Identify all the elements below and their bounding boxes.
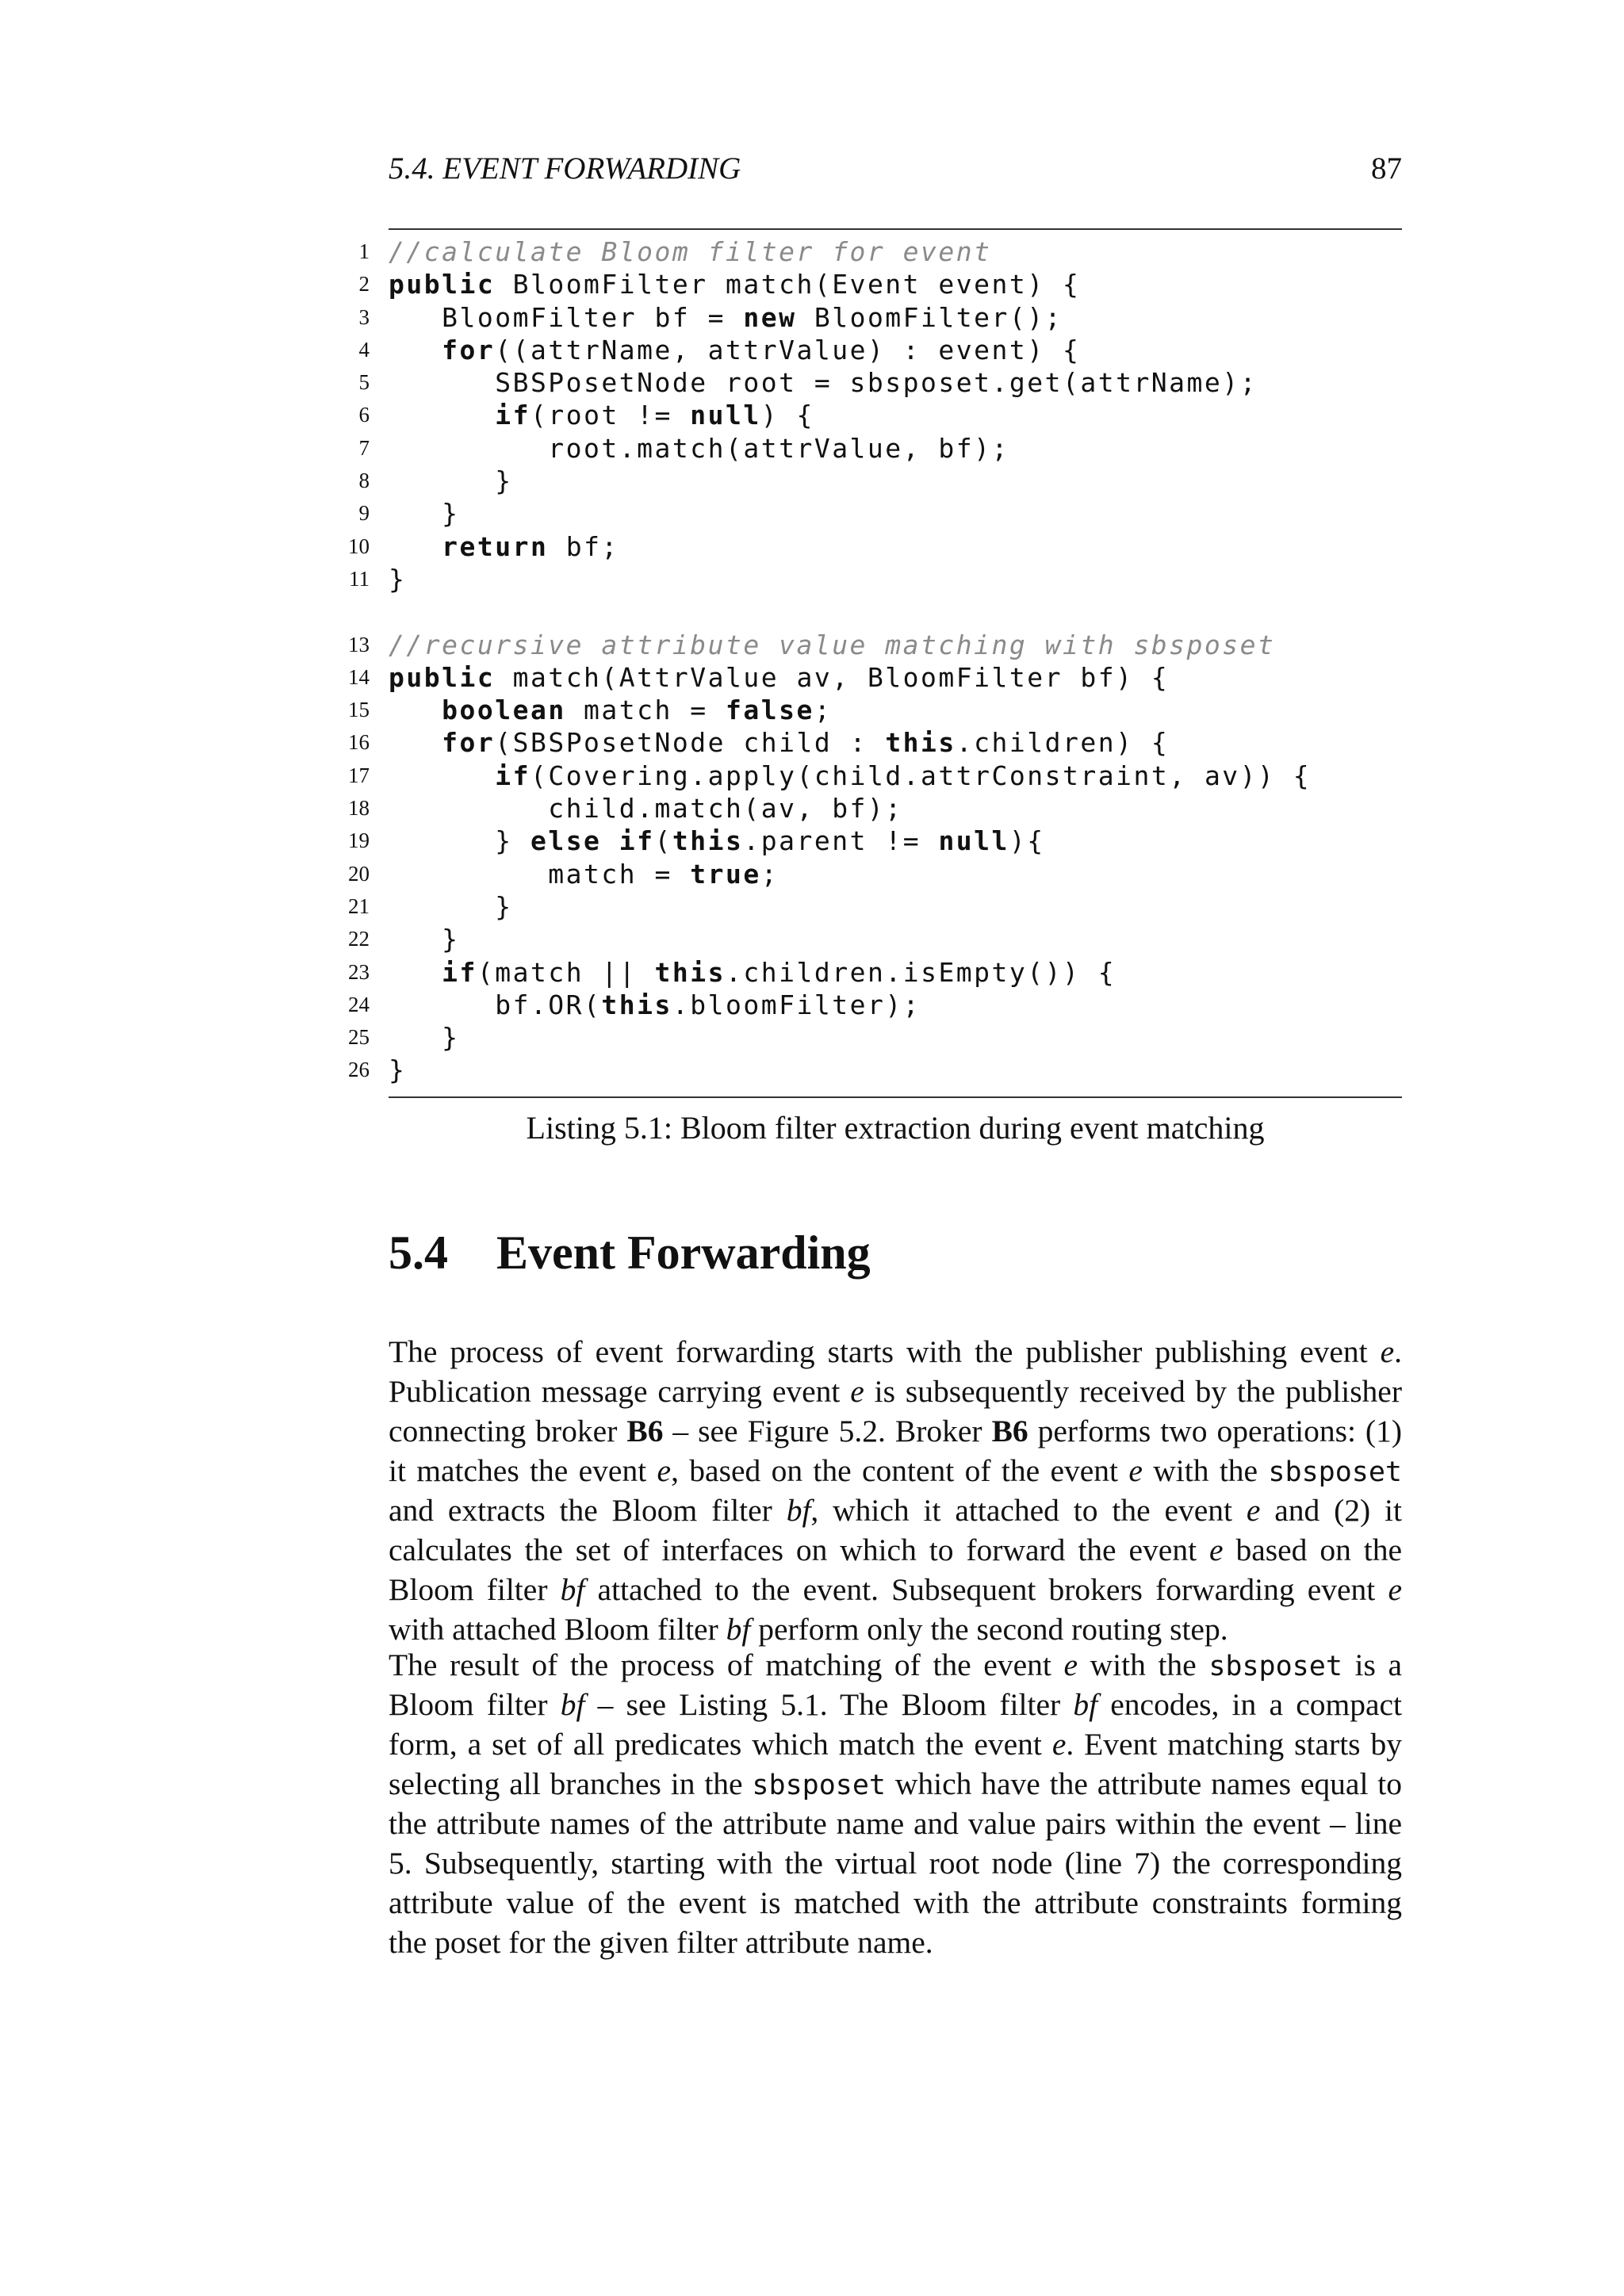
- code-segment: }: [389, 1022, 460, 1054]
- code-segment: [389, 695, 442, 725]
- code-segment: BloomFilter bf =: [389, 301, 744, 333]
- section-heading: [389, 1221, 871, 1284]
- code-keyword: this: [601, 989, 672, 1020]
- emphasis: e: [1063, 1647, 1078, 1682]
- code-segment: (SBSPosetNode child :: [495, 727, 886, 759]
- code-text: [389, 1021, 459, 1054]
- code-text: [389, 399, 814, 431]
- code-segment: }: [389, 498, 460, 530]
- text-segment: with attached Bloom filter: [389, 1612, 726, 1647]
- code-text: [389, 497, 459, 530]
- code-line: [333, 235, 1443, 268]
- code-line: [333, 399, 1443, 431]
- line-number: 6: [358, 403, 370, 427]
- code-line: [333, 923, 1443, 955]
- code-line: [333, 497, 1443, 530]
- text-line: [389, 1883, 1402, 1923]
- code-listing: [333, 235, 1443, 1087]
- code-text: [389, 726, 1169, 759]
- code-line: [333, 268, 1443, 300]
- section-title: Event Forwarding: [496, 1226, 871, 1279]
- text-segment: selecting all branches in the: [389, 1766, 753, 1801]
- text-segment: , which it attached to the event: [810, 1493, 1247, 1528]
- line-number: 25: [348, 1025, 370, 1050]
- code-text: [389, 760, 1311, 792]
- code-segment: [389, 760, 495, 791]
- code-line: [333, 334, 1443, 366]
- code-segment: .children.isEmpty()) {: [726, 956, 1116, 988]
- code-segment: (: [654, 825, 672, 857]
- code-line: [333, 989, 1443, 1021]
- text-segment: attached to the event. Subsequent brokers forwarding event: [584, 1572, 1388, 1607]
- code-segment: BloomFilter match(Event event) {: [495, 269, 1081, 300]
- text-line: [389, 1764, 1402, 1804]
- emphasis: bf: [560, 1687, 585, 1722]
- code-keyword: this: [654, 956, 726, 988]
- text-segment: the poset for the given filter attribute name.: [389, 1925, 933, 1960]
- body-paragraph-2: [389, 1645, 1402, 1962]
- code-segment: ;: [760, 858, 779, 890]
- line-number: 15: [348, 698, 370, 722]
- code-line: [333, 792, 1443, 825]
- running-head-section: 5.4. EVENT FORWARDING: [389, 151, 741, 186]
- line-number: 19: [348, 828, 370, 853]
- line-number: 5: [358, 370, 370, 395]
- text-segment: which have the attribute names equal to: [886, 1766, 1403, 1801]
- code-text: [389, 563, 406, 595]
- line-number: 21: [348, 894, 370, 918]
- code-keyword: true: [690, 858, 761, 890]
- emphasis: e: [657, 1453, 672, 1488]
- emphasis: e: [1128, 1453, 1143, 1488]
- code-line: [333, 956, 1443, 989]
- code-keyword: for: [442, 727, 496, 759]
- code-keyword: else if: [530, 825, 655, 857]
- emphasis: B6: [991, 1414, 1028, 1448]
- code-keyword: return: [442, 530, 549, 562]
- inline-code: sbsposet: [1268, 1456, 1402, 1488]
- line-number: 18: [348, 796, 370, 821]
- line-number: 23: [348, 959, 370, 984]
- inline-code: sbsposet: [1208, 1651, 1342, 1682]
- code-segment: }: [389, 465, 513, 497]
- emphasis: e: [1051, 1727, 1067, 1762]
- page-number: 87: [1371, 151, 1402, 186]
- code-text: [389, 334, 1080, 366]
- inline-code: sbsposet: [752, 1770, 886, 1801]
- code-comment: //calculate Bloom filter for event: [389, 236, 992, 267]
- line-number: 4: [358, 337, 370, 362]
- text-line: [389, 1530, 1402, 1570]
- line-number: 17: [348, 763, 370, 787]
- line-number: 16: [348, 730, 370, 755]
- code-keyword: this: [885, 727, 956, 759]
- emphasis: e: [1246, 1493, 1261, 1528]
- code-segment: }: [389, 890, 513, 922]
- code-segment: [389, 957, 442, 988]
- code-segment: .children) {: [956, 727, 1170, 759]
- emphasis: e: [850, 1374, 864, 1409]
- code-line: [333, 465, 1443, 497]
- text-line: [389, 1724, 1402, 1764]
- code-segment: ){: [1009, 825, 1045, 857]
- code-segment: [389, 400, 495, 430]
- code-segment: SBSPosetNode root = sbsposet.get(attrName);: [389, 367, 1258, 399]
- code-text: [389, 923, 459, 955]
- code-keyword: new: [743, 301, 797, 333]
- text-segment: form, a set of all predicates which match the event: [389, 1727, 1052, 1762]
- text-line: [389, 1804, 1402, 1843]
- code-text: [389, 235, 992, 268]
- emphasis: B6: [626, 1414, 664, 1448]
- code-text: [389, 629, 1275, 661]
- code-text: [389, 825, 1045, 857]
- text-segment: The result of the process of matching of the event: [389, 1647, 1064, 1682]
- text-segment: Bloom filter: [389, 1687, 561, 1722]
- text-segment: 5. Subsequently, starting with the virtual root node (line 7) the corresponding: [389, 1846, 1402, 1881]
- text-line: [389, 1570, 1402, 1609]
- code-text: [389, 989, 921, 1021]
- line-number: 22: [348, 927, 370, 951]
- code-segment: }: [389, 924, 460, 955]
- code-segment: [389, 727, 442, 758]
- code-line: [333, 629, 1443, 661]
- code-segment: match =: [565, 695, 726, 726]
- code-text: [389, 956, 1116, 989]
- text-segment: , based on the content of the event: [671, 1453, 1129, 1488]
- text-line: [389, 1645, 1402, 1685]
- text-segment: Bloom filter: [389, 1572, 561, 1607]
- text-line: [389, 1923, 1402, 1962]
- code-segment: ((attrName, attrValue) : event) {: [495, 334, 1081, 365]
- listing-bottom-rule: [389, 1096, 1402, 1098]
- text-line: [389, 1685, 1402, 1724]
- emphasis: e: [1388, 1572, 1402, 1607]
- code-segment: bf.OR(: [389, 989, 602, 1020]
- text-line: [389, 1609, 1402, 1649]
- text-segment: perform only the second routing step.: [750, 1612, 1228, 1647]
- code-keyword: boolean: [442, 695, 566, 726]
- emphasis: e: [1208, 1533, 1224, 1567]
- section-number: 5.4: [389, 1226, 448, 1279]
- code-line: [333, 595, 1443, 628]
- text-segment: it matches the event: [389, 1453, 657, 1488]
- text-segment: The process of event forwarding starts with the publisher publishing event: [389, 1334, 1381, 1369]
- text-segment: encodes, in a compact: [1097, 1687, 1402, 1722]
- code-keyword: for: [442, 334, 496, 365]
- code-keyword: if: [495, 400, 530, 431]
- code-keyword: false: [726, 695, 814, 726]
- text-line: [389, 1332, 1402, 1372]
- code-segment: BloomFilter();: [796, 301, 1063, 333]
- text-segment: performs two operations: (1): [1028, 1414, 1402, 1448]
- code-keyword: public: [389, 269, 496, 300]
- line-number: 14: [348, 664, 370, 689]
- code-text: [389, 694, 832, 726]
- code-text: [389, 858, 779, 890]
- code-line: [333, 366, 1443, 399]
- text-line: [389, 1490, 1402, 1530]
- code-segment: [389, 531, 442, 562]
- line-number: 26: [348, 1058, 370, 1082]
- text-segment: attribute value of the event is matched with the attribute constraints forming: [389, 1885, 1402, 1920]
- text-segment: – see Listing 5.1. The Bloom filter: [584, 1687, 1074, 1722]
- code-segment: match =: [389, 858, 691, 890]
- code-keyword: if: [495, 760, 530, 791]
- code-segment: (root !=: [530, 400, 691, 431]
- body-paragraph-1: [389, 1332, 1402, 1649]
- code-segment: (match ||: [477, 956, 655, 988]
- text-segment: and (2) it: [1260, 1493, 1403, 1528]
- code-text: [389, 268, 1080, 300]
- emphasis: bf: [786, 1493, 811, 1528]
- line-number: 20: [348, 861, 370, 886]
- code-line: [333, 760, 1443, 792]
- code-segment: [389, 335, 442, 365]
- text-segment: with the: [1142, 1453, 1269, 1488]
- code-segment: }: [389, 1054, 407, 1086]
- code-text: [389, 465, 513, 497]
- line-number: 2: [358, 272, 370, 297]
- line-number: 24: [348, 992, 370, 1016]
- code-line: [333, 726, 1443, 759]
- text-segment: connecting broker: [389, 1414, 627, 1448]
- text-segment: calculates the set of interfaces on which to forward the event: [389, 1533, 1209, 1567]
- line-number: 1: [358, 239, 370, 263]
- code-line: [333, 1021, 1443, 1054]
- text-line: [389, 1451, 1402, 1490]
- code-text: [389, 890, 513, 923]
- code-keyword: if: [442, 956, 477, 988]
- line-number: 10: [348, 534, 370, 558]
- text-line: [389, 1843, 1402, 1883]
- code-segment: .parent !=: [743, 825, 939, 857]
- code-line: [333, 858, 1443, 890]
- code-line: [333, 825, 1443, 857]
- code-segment: .bloomFilter);: [672, 989, 921, 1020]
- listing-caption: Listing 5.1: Bloom filter extraction during event matching: [526, 1110, 1265, 1146]
- code-line: [333, 432, 1443, 465]
- text-segment: is subsequently received by the publisher: [864, 1374, 1402, 1409]
- text-segment: .: [1394, 1334, 1402, 1369]
- emphasis: bf: [726, 1612, 751, 1647]
- code-keyword: this: [672, 825, 744, 857]
- emphasis: bf: [560, 1572, 585, 1607]
- line-number: 9: [358, 501, 370, 526]
- code-text: [389, 366, 1258, 399]
- code-text: [389, 530, 619, 563]
- emphasis: bf: [1073, 1687, 1098, 1722]
- code-segment: }: [389, 825, 530, 857]
- code-segment: ;: [814, 695, 833, 726]
- code-line: [333, 694, 1443, 726]
- code-text: [389, 301, 1063, 334]
- line-number: 8: [358, 469, 370, 493]
- line-number: 3: [358, 304, 370, 329]
- code-segment: (Covering.apply(child.attrConstraint, av)) {: [530, 760, 1312, 791]
- text-segment: the attribute names of the attribute name and value pairs within the event – line: [389, 1806, 1402, 1841]
- code-segment: match(AttrValue av, BloomFilter bf) {: [495, 661, 1170, 693]
- text-segment: Publication message carrying event: [389, 1374, 851, 1409]
- running-head: [389, 145, 1402, 193]
- code-segment: child.match(av, bf);: [389, 793, 903, 825]
- code-line: [333, 661, 1443, 694]
- text-segment: and extracts the Bloom filter: [389, 1493, 787, 1528]
- code-text: [389, 792, 903, 825]
- code-keyword: null: [690, 400, 761, 431]
- code-segment: ) {: [760, 400, 814, 431]
- code-comment: //recursive attribute value matching with sbsposet: [389, 629, 1276, 660]
- code-text: [389, 661, 1169, 694]
- text-segment: is a: [1342, 1647, 1402, 1682]
- code-line: [333, 890, 1443, 923]
- text-segment: based on the: [1223, 1533, 1402, 1567]
- code-line: [333, 563, 1443, 595]
- code-segment: bf;: [548, 530, 619, 562]
- text-line: [389, 1411, 1402, 1451]
- line-number: 7: [358, 435, 370, 460]
- code-segment: }: [389, 563, 407, 595]
- text-segment: with the: [1078, 1647, 1209, 1682]
- code-keyword: public: [389, 661, 496, 693]
- line-number: 11: [349, 566, 370, 591]
- text-segment: . Event matching starts by: [1066, 1727, 1402, 1762]
- code-text: [389, 1054, 406, 1086]
- line-number: 13: [348, 632, 370, 656]
- code-line: [333, 301, 1443, 334]
- code-keyword: null: [938, 825, 1009, 857]
- code-line: [333, 1054, 1443, 1086]
- code-segment: root.match(attrValue, bf);: [389, 432, 1009, 464]
- text-line: [389, 1372, 1402, 1411]
- emphasis: e: [1380, 1334, 1395, 1369]
- text-segment: – see Figure 5.2. Broker: [663, 1414, 992, 1448]
- code-text: [389, 432, 1009, 465]
- code-line: [333, 530, 1443, 563]
- listing-top-rule: [389, 228, 1402, 230]
